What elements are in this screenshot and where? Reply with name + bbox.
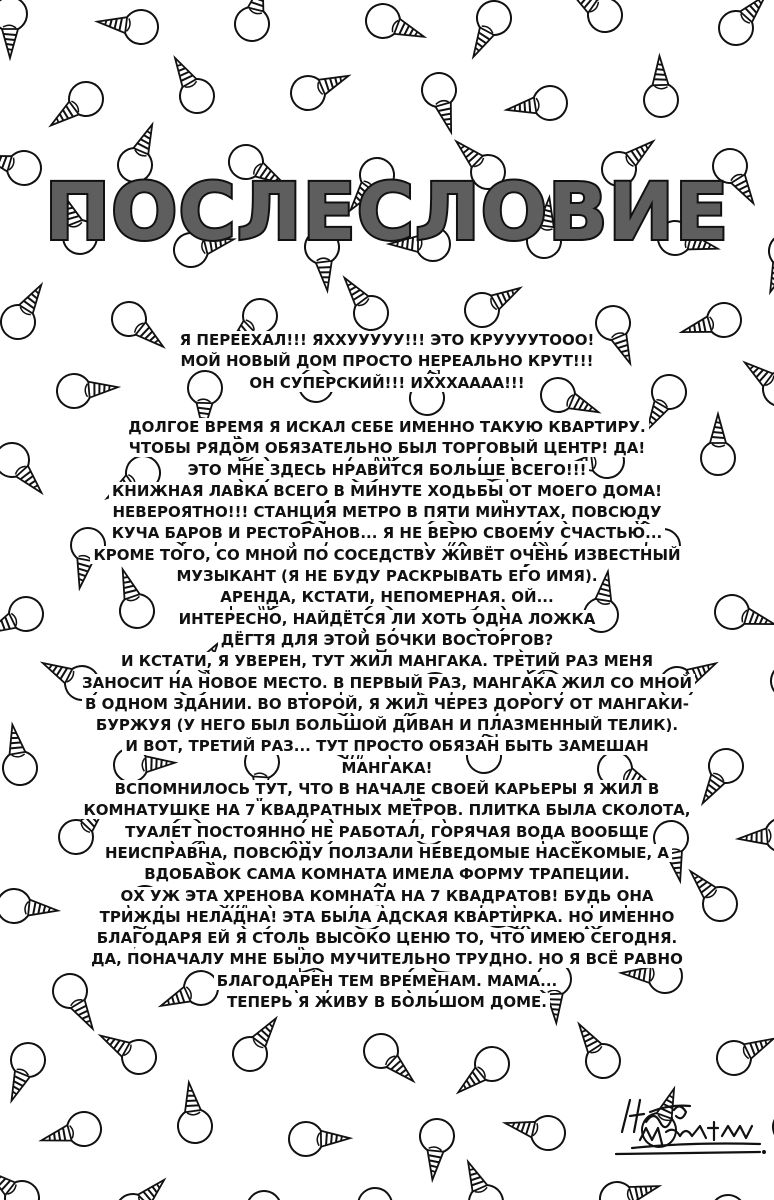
text-line <box>0 330 774 351</box>
text-line <box>0 587 774 608</box>
text-line <box>0 992 774 1013</box>
text-line <box>0 758 774 779</box>
text-line <box>0 373 774 394</box>
text-line <box>0 502 774 523</box>
text-line-content: ЗАНОСИТ НА НОВОЕ МЕСТО. В ПЕРВЫЙ РАЗ, МАНГАКА ЖИЛ СО МНОЙ <box>79 674 695 692</box>
text-line-content: ВДОБАВОК САМА КОМНАТА ИМЕЛА ФОРМУ ТРАПЕЦИИ. <box>141 865 633 883</box>
text-line-content: ТУАЛЕТ ПОСТОЯННО НЕ РАБОТАЛ, ГОРЯЧАЯ ВОДА ВООБЩЕ <box>122 823 652 841</box>
text-line <box>0 971 774 992</box>
text-line <box>0 523 774 544</box>
text-line <box>0 460 774 481</box>
text-line-content: В ОДНОМ ЗДАНИИ. ВО ВТОРОЙ, Я ЖИЛ ЧЕРЕЗ ДОРОГУ ОТ МАНГАКИ- <box>82 695 692 713</box>
text-line <box>0 438 774 459</box>
text-line-content: ТЕПЕРЬ Я ЖИВУ В БОЛЬШОМ ДОМЕ. <box>224 993 550 1011</box>
text-line <box>0 779 774 800</box>
text-line-content: МАНГАКА! <box>339 759 436 777</box>
text-line <box>0 907 774 928</box>
text-line <box>0 800 774 821</box>
text-line-content: ТРИЖДЫ НЕЛАДНА! ЭТА БЫЛА АДСКАЯ КВАРТИРКА. НО ИМЕННО <box>97 908 678 926</box>
text-line <box>0 715 774 736</box>
page-title: ПОСЛЕСЛОВИЕ <box>44 168 730 258</box>
text-line-content: МУЗЫКАНТ (Я НЕ БУДУ РАСКРЫВАТЬ ЕГО ИМЯ). <box>173 567 600 585</box>
text-line-content: АРЕНДА, КСТАТИ, НЕПОМЕРНАЯ. ОЙ... <box>217 588 556 606</box>
text-line-content: ОХ УЖ ЭТА ХРЕНОВА КОМНАТА НА 7 КВАДРАТОВ! БУДЬ ОНА <box>117 887 656 905</box>
text-line <box>0 481 774 502</box>
text-line-content: Я ПЕРЕЕХАЛ!!! ЯХХУУУУУ!!! ЭТО КРУУУУТОOO! <box>177 331 598 349</box>
text-line-content: БЛАГОДАРЯ ЕЙ Я СТОЛЬ ВЫСОКО ЦЕНЮ ТО, ЧТО ИМЕЮ СЕГОДНЯ. <box>94 929 680 947</box>
text-line-content: БЛАГОДАРЕН ТЕМ ВРЕМЕНАМ. МАМА... <box>214 972 560 990</box>
text-line-content: И ВОТ, ТРЕТИЙ РАЗ... ТУТ ПРОСТО ОБЯЗАН БЫТЬ ЗАМЕШАН <box>122 737 651 755</box>
text-line-content: НЕВЕРОЯТНО!!! СТАНЦИЯ МЕТРО В ПЯТИ МИНУТАХ, ПОВСЮДУ <box>109 503 664 521</box>
text-line <box>0 417 774 438</box>
text-line <box>0 651 774 672</box>
paragraph-main <box>0 417 774 1013</box>
text-line-content: ОН СУПЕРСКИЙ!!! ИХХХАААА!!! <box>246 374 527 392</box>
text-line <box>0 630 774 651</box>
text-line-content: БУРЖУЯ (У НЕГО БЫЛ БОЛЬШОЙ ДИВАН И ПЛАЗМЕННЫЙ ТЕЛИК). <box>93 716 681 734</box>
text-line <box>0 864 774 885</box>
text-line-content: ИНТЕРЕСНО, НАЙДЁТСЯ ЛИ ХОТЬ ОДНА ЛОЖКА <box>176 610 599 628</box>
text-line <box>0 886 774 907</box>
text-line-content: ДОЛГОЕ ВРЕМЯ Я ИСКАЛ СЕБЕ ИМЕННО ТАКУЮ КВАРТИРУ. <box>125 418 648 436</box>
text-line <box>0 566 774 587</box>
text-line-content: ЧТОБЫ РЯДОМ ОБЯЗАТЕЛЬНО БЫЛ ТОРГОВЫЙ ЦЕНТР! ДА! <box>126 439 649 457</box>
text-line-content: ВСПОМНИЛОСЬ ТУТ, ЧТО В НАЧАЛЕ СВОЕЙ КАРЬЕРЫ Я ЖИЛ В <box>112 780 663 798</box>
text-line <box>0 949 774 970</box>
text-line <box>0 736 774 757</box>
text-line-content: КУЧА БАРОВ И РЕСТОРАНОВ... Я НЕ ВЕРЮ СВОЕМУ СЧАСТЬЮ... <box>109 524 665 542</box>
text-line <box>0 822 774 843</box>
text-line-content: ЭТО МНЕ ЗДЕСЬ НРАВИТСЯ БОЛЬШЕ ВСЕГО!!! <box>185 461 590 479</box>
paragraph-intro <box>0 330 774 394</box>
text-line-content: КНИЖНАЯ ЛАВКА ВСЕГО В МИНУТЕ ХОДЬБЫ ОТ МОЕГО ДОМА! <box>109 482 665 500</box>
text-line <box>0 843 774 864</box>
text-line <box>0 545 774 566</box>
author-signature <box>610 1092 770 1162</box>
text-line-content: КОМНАТУШКЕ НА 7 КВАДРАТНЫХ МЕТРОВ. ПЛИТКА БЫЛА СКОЛОТА, <box>80 801 693 819</box>
text-line <box>0 694 774 715</box>
text-line <box>0 351 774 372</box>
text-line-content: КРОМЕ ТОГО, СО МНОЙ ПО СОСЕДСТВУ ЖИВЁТ ОЧЕНЬ ИЗВЕСТНЫЙ <box>90 546 683 564</box>
text-line <box>0 673 774 694</box>
text-line-content: ДА, ПОНАЧАЛУ МНЕ БЫЛО МУЧИТЕЛЬНО ТРУДНО. НО Я ВСЁ РАВНО <box>88 950 686 968</box>
text-line-content: НЕИСПРАВНА, ПОВСЮДУ ПОЛЗАЛИ НЕВЕДОМЫЕ НАСЕКОМЫЕ, А <box>102 844 672 862</box>
text-line-content: ДЁГТЯ ДЛЯ ЭТОЙ БОЧКИ ВОСТОРГОВ? <box>218 631 556 649</box>
text-line-content: И КСТАТИ, Я УВЕРЕН, ТУТ ЖИЛ МАНГАКА. ТРЕТИЙ РАЗ МЕНЯ <box>118 652 656 670</box>
text-line <box>0 609 774 630</box>
text-line-content: МОЙ НОВЫЙ ДОМ ПРОСТО НЕРЕАЛЬНО КРУТ!!! <box>178 352 597 370</box>
text-line <box>0 928 774 949</box>
